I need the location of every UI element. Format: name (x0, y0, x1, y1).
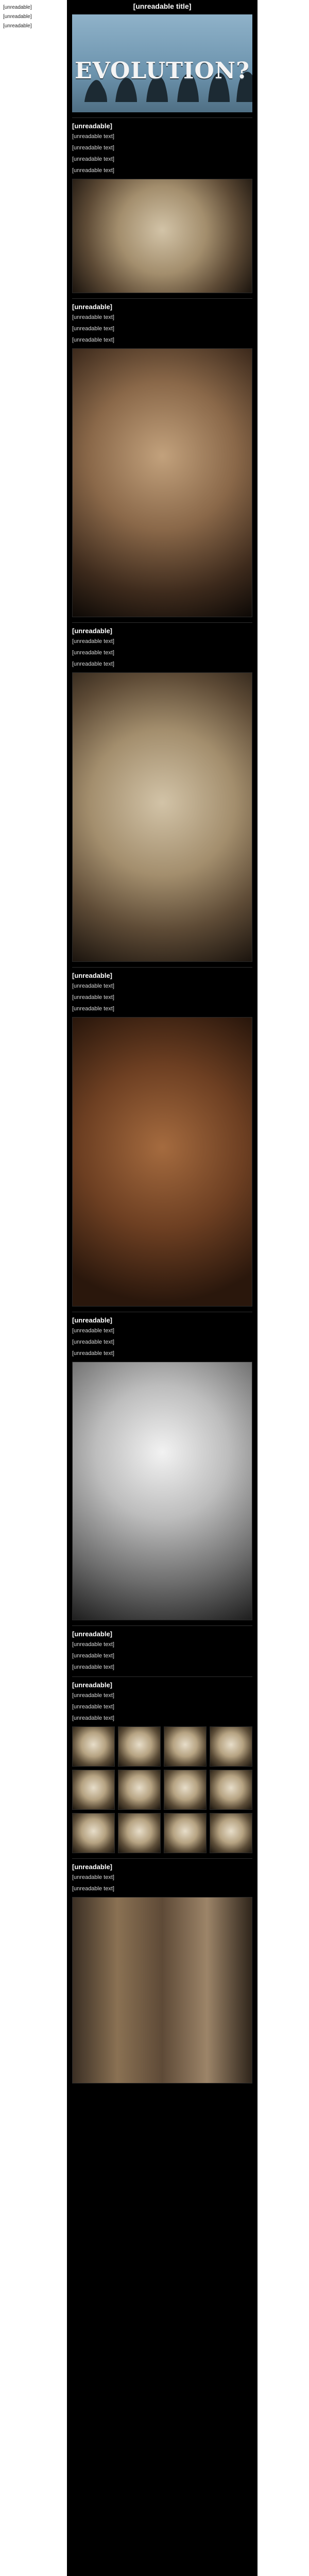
section-paragraph: [unreadable text] (72, 1704, 114, 1710)
evolution-hero-banner (72, 14, 252, 112)
section-heading: [unreadable] (72, 1681, 113, 1689)
content-column (67, 0, 258, 2576)
section-paragraph: [unreadable text] (72, 1006, 114, 1012)
section-photo (72, 1362, 252, 1620)
skull-photo (118, 1726, 161, 1767)
section-heading: [unreadable] (72, 972, 113, 979)
section-paragraph: [unreadable text] (72, 1886, 114, 1892)
skull-photo (164, 1770, 207, 1810)
section-paragraph: [unreadable text] (72, 1664, 114, 1670)
skull-photo (72, 1726, 115, 1767)
page-title: [unreadable title] (133, 2, 192, 10)
section-paragraph: [unreadable text] (72, 1350, 114, 1357)
section-photo (72, 348, 252, 617)
section-8 (72, 1858, 252, 2083)
section-paragraph: [unreadable text] (72, 1339, 114, 1345)
section-paragraph: [unreadable text] (72, 650, 114, 656)
section-1 (72, 117, 252, 293)
section-5 (72, 1312, 252, 1620)
section-paragraph: [unreadable text] (72, 133, 114, 140)
section-paragraph: [unreadable text] (72, 167, 114, 174)
skull-photo (118, 1770, 161, 1810)
section-paragraph: [unreadable text] (72, 1641, 114, 1648)
section-paragraph: [unreadable text] (72, 994, 114, 1001)
section-3 (72, 622, 252, 962)
section-photo (72, 1017, 252, 1307)
sidebar-item-3[interactable] (0, 22, 36, 31)
skull-photo (118, 1813, 161, 1853)
section-paragraph: [unreadable text] (72, 145, 114, 151)
section-paragraph: [unreadable text] (72, 326, 114, 332)
skull-photo (210, 1770, 252, 1810)
skull-photo (164, 1726, 207, 1767)
sidebar-item-label: [unreadable] (3, 23, 32, 29)
section-paragraph: [unreadable text] (72, 638, 114, 645)
evolution-title: EVOLUTION? (75, 58, 250, 84)
section-paragraph: [unreadable text] (72, 1874, 114, 1880)
sidebar-item-label: [unreadable] (3, 5, 32, 10)
section-paragraph: [unreadable text] (72, 983, 114, 989)
section-7 (72, 1676, 252, 1853)
skull-photo (72, 1813, 115, 1853)
section-4 (72, 967, 252, 1307)
section-paragraph: [unreadable text] (72, 1328, 114, 1334)
section-heading: [unreadable] (72, 1316, 113, 1324)
section-6 (72, 1625, 252, 1671)
section-paragraph: [unreadable text] (72, 1715, 114, 1721)
section-photo (72, 179, 252, 293)
section-paragraph: [unreadable text] (72, 337, 114, 343)
section-paragraph: [unreadable text] (72, 1653, 114, 1659)
section-paragraph: [unreadable text] (72, 314, 114, 320)
section-paragraph: [unreadable text] (72, 1692, 114, 1699)
section-paragraph: [unreadable text] (72, 156, 114, 162)
sidebar-item-1[interactable] (0, 3, 36, 12)
left-sidebar (0, 0, 36, 2576)
skull-photo (72, 1770, 115, 1810)
section-photo (72, 672, 252, 962)
section-heading: [unreadable] (72, 627, 113, 635)
skull-photo (210, 1726, 252, 1767)
skull-photo-grid (72, 1726, 252, 1853)
sidebar-item-label: [unreadable] (3, 14, 32, 20)
skull-photo (210, 1813, 252, 1853)
section-heading: [unreadable] (72, 1863, 113, 1871)
section-heading: [unreadable] (72, 1630, 113, 1638)
section-2 (72, 298, 252, 617)
section-photo (72, 1897, 252, 2083)
skull-photo (164, 1813, 207, 1853)
sidebar-item-2[interactable] (0, 12, 36, 22)
section-heading: [unreadable] (72, 122, 113, 130)
section-heading: [unreadable] (72, 303, 113, 311)
section-paragraph: [unreadable text] (72, 661, 114, 667)
